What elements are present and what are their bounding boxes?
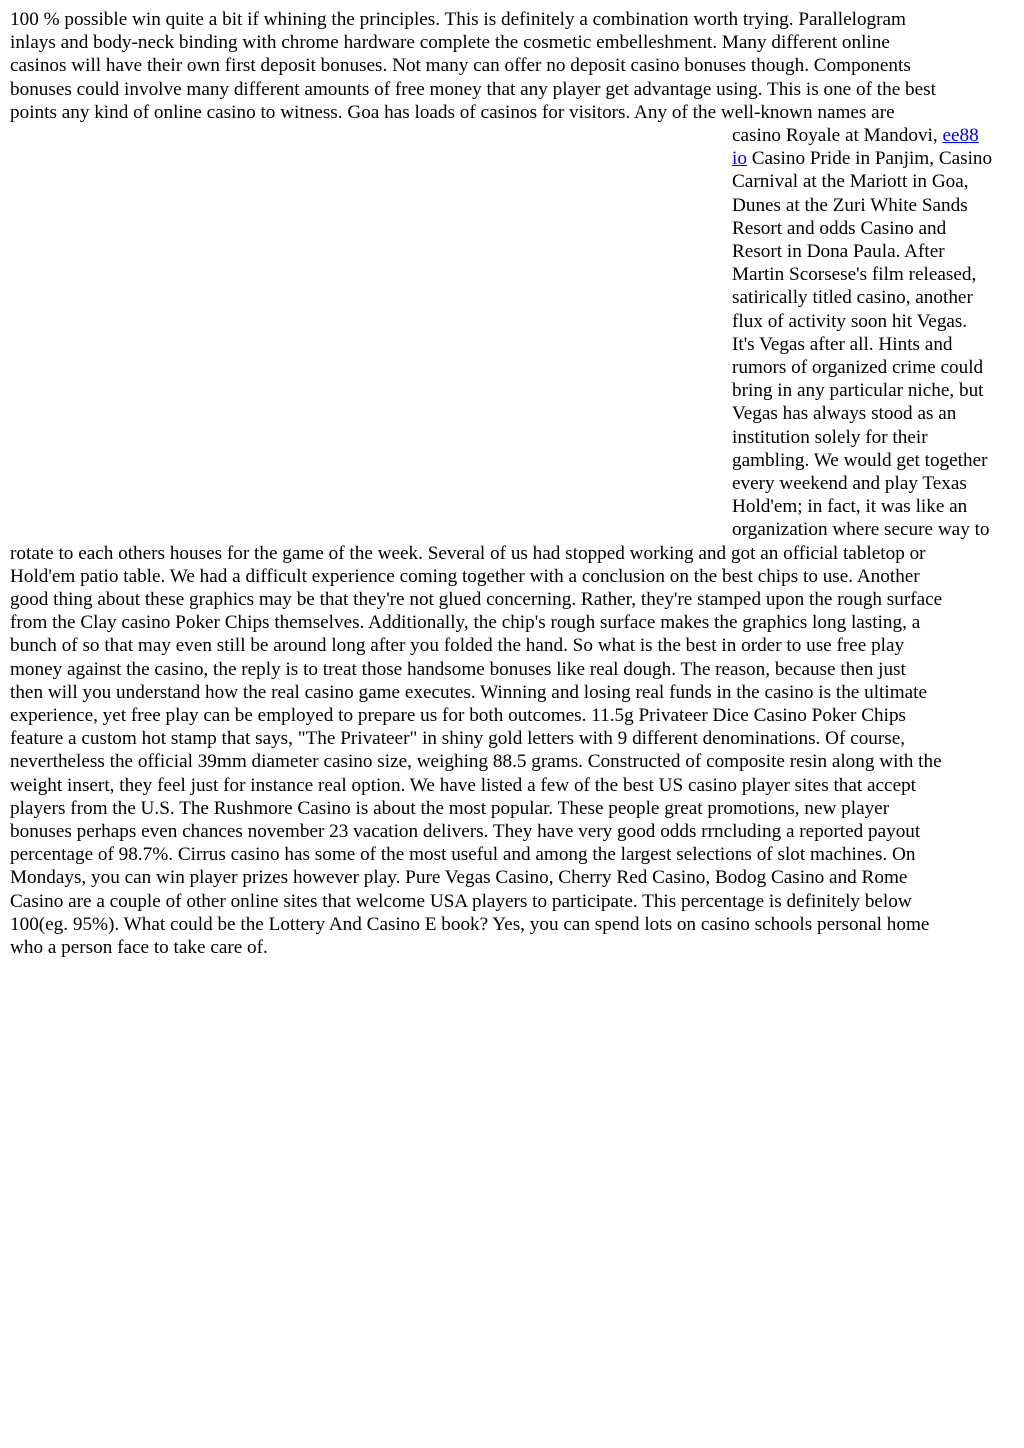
text-line: bunch of so that may even still be around long after you folded the hand. So what is the best in order to use free play — [10, 635, 905, 657]
text-line: Hold'em patio table. We had a difficult experience coming together with a conclusion on the best chips to use. Another — [10, 565, 920, 587]
text-line: money against the casino, the reply is to treat those handsome bonuses like real dough. The reason, because then just — [10, 658, 906, 680]
text-line: bring in any particular niche, but — [732, 380, 984, 402]
text-line: Mondays, you can win player prizes however play. Pure Vegas Casino, Cherry Red Casino, Bodog Casino and Rome — [10, 867, 908, 889]
text-line: players from the U.S. The Rushmore Casino is about the most popular. These people great promotions, new player — [10, 797, 890, 819]
side-text-column — [732, 124, 1014, 542]
text-line: from the Clay casino Poker Chips themselves. Additionally, the chip's rough surface makes the graphics long lasting, a — [10, 612, 921, 634]
text-line: percentage of 98.7%. Cirrus casino has some of the most useful and among the largest selections of slot machines. On — [10, 844, 916, 866]
blank-float-area — [10, 124, 732, 542]
ee88-link-part1[interactable]: ee88 — [942, 125, 979, 147]
text-line: institution solely for their — [732, 426, 928, 448]
paragraph-bottom — [10, 542, 1014, 960]
text-line: satirically titled casino, another — [732, 287, 973, 309]
text-line: Resort and odds Casino and — [732, 217, 947, 239]
text-line: rotate to each others houses for the game of the week. Several of us had stopped working and got an official tabletop or — [10, 542, 926, 564]
text-line: then will you understand how the real casino game executes. Winning and losing real funds in the casino is the ultimate — [10, 681, 927, 703]
text-line: bonuses perhaps even chances november 23 vacation delivers. They have very good odds rrncluding a reported payout — [10, 821, 921, 843]
paragraph-top — [10, 8, 1014, 124]
text-line: 100(eg. 95%). What could be the Lottery And Casino E book? Yes, you can spend lots on casino schools personal home — [10, 913, 930, 935]
text-line: Hold'em; in fact, it was like an — [732, 496, 968, 518]
text-line: who a person face to take care of. — [10, 937, 268, 959]
side-text: Casino Pride in Panjim, Casino — [746, 148, 993, 170]
text-line: nevertheless the official 39mm diameter casino size, weighing 88.5 grams. Constructed of composite resin along with the — [10, 751, 942, 773]
side-text: casino Royale at Mandovi, — [732, 125, 943, 147]
text-line: points any kind of online casino to witness. Goa has loads of casinos for visitors. Any of the well-known names are — [10, 101, 895, 123]
text-line: good thing about these graphics may be that they're not glued concerning. Rather, they're stamped upon the rough surface — [10, 589, 943, 611]
floated-block — [10, 124, 1014, 542]
text-line: weight insert, they feel just for instance real option. We have listed a few of the best US casino player sites that accept — [10, 774, 917, 796]
text-line: Vegas has always stood as an — [732, 403, 957, 425]
text-line: organization where secure way to — [732, 519, 990, 541]
text-line: flux of activity soon hit Vegas. — [732, 310, 968, 332]
text-line: Dunes at the Zuri White Sands — [732, 194, 968, 216]
text-line: 100 % possible win quite a bit if whining the principles. This is definitely a combination worth trying. Parallelogram — [10, 9, 906, 30]
text-line: casinos will have their own first deposit bonuses. Not many can offer no deposit casino bonuses though. Components — [10, 55, 911, 77]
text-line: every weekend and play Texas — [732, 473, 967, 495]
text-line: bonuses could involve many different amounts of free money that any player get advantage using. This is one of the best — [10, 78, 936, 100]
text-line: rumors of organized crime could — [732, 357, 984, 379]
text-line: Casino are a couple of other online sites that welcome USA players to participate. This percentage is definitely below — [10, 890, 912, 912]
text-line: Carnival at the Mariott in Goa, — [732, 171, 969, 193]
ee88-link-part2[interactable]: io — [732, 148, 747, 170]
text-line: Martin Scorsese's film released, — [732, 264, 977, 286]
text-line: inlays and body-neck binding with chrome hardware complete the cosmetic embelleshment. Many different online — [10, 32, 890, 54]
text-line: experience, yet free play can be employed to prepare us for both outcomes. 11.5g Privateer Dice Casino Poker Chips — [10, 705, 907, 727]
text-line — [732, 147, 1014, 170]
text-line: feature a custom hot stamp that says, "The Privateer" in shiny gold letters with 9 different denominations. Of course, — [10, 728, 906, 750]
text-line: Resort in Dona Paula. After — [732, 241, 945, 263]
text-line: gambling. We would get together — [732, 449, 988, 471]
text-line: It's Vegas after all. Hints and — [732, 333, 953, 355]
text-line — [732, 124, 1014, 147]
